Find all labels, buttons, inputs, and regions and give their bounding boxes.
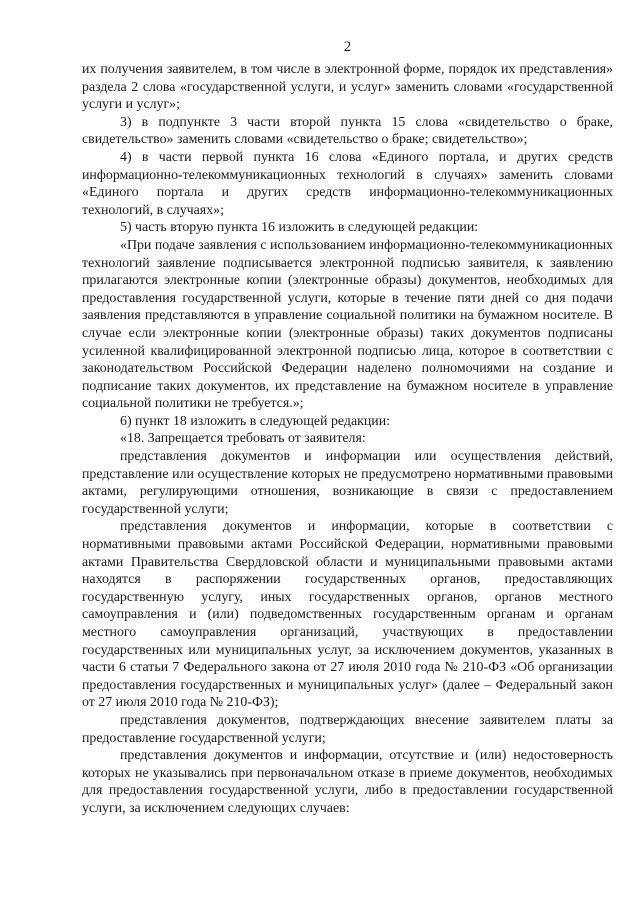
paragraph-item-5: 5) часть вторую пункта 16 изложить в следующей редакции:: [120, 220, 479, 236]
paragraph-item-6: 6) пункт 18 изложить в следующей редакции:: [120, 413, 391, 429]
paragraph-item-4: 4) в части первой пункта 16 слова «Единого портала, и других средств информационно-телекоммуникационных технологий в случаях» заменить словами «Единого портала и других средств информационно-телекоммуникационных технологий, в случаях»;: [82, 149, 613, 218]
paragraph-prohibition-4: представления документов и информации, отсутствие и (или) недостоверность которых не указывались при первоначальном отказе в приеме документов, необходимых для предоставления государственной услуги, либо в предоставлении государственной услуги, за исключением следующих случаев:: [82, 748, 613, 816]
paragraph-quote-electronic-submission: «При подаче заявления с использованием информационно-телекоммуникационных технологий заявление подписывается электронной подписью заявителя, к заявлению прилагаются электронные копии (электронные образы) документов, необходимых для предоставления государственной услуги, которые в течение пяти дней со дня подачи заявления представляются в управление социальной политики на бумажном носителе. В случае если электронные копии (электронные образы) таких документов подписаны усиленной квалифицированной электронной подписью лица, которое в соответствии с законодательством Российской Федерации наделено полномочиями на создание и подписание таких документов, их представление на бумажном носителе в управление социальной политики не требуется.»;: [82, 237, 614, 412]
paragraph-point-18: «18. Запрещается требовать от заявителя:: [120, 431, 366, 447]
paragraph-continuation: их получения заявителем, в том числе в электронной форме, порядок их представления» раздела 2 слова «государственной услуги, и услуг» заменить словами «государственной услуги и услуг»;: [82, 62, 613, 113]
paragraph-prohibition-2: представления документов и информации, которые в соответствии с нормативными правовыми актами Российской Федерации, нормативными правовыми актами Правительства Свердловской области и муниципальными правовыми актами находятся в распоряжении государственных органов, предоставляющих государственную услугу, иных государственных органов, органов местного самоуправления и (или) подведомственных государственным органам и органам местного самоуправления организаций, участвующих в предоставлении государственных или муниципальных услуг, за исключением документов, указанных в части 6 статьи 7 Федерального закона от 27 июля 2010 года № 210-ФЗ «Об организации предоставления государственных и муниципальных услуг» (далее – Федеральный закон от 27 июля 2010 года № 210-ФЗ);: [82, 519, 613, 711]
paragraph-prohibition-3: представления документов, подтверждающих внесение заявителем платы за предоставление государственной услуги;: [82, 712, 613, 746]
page-number: 2: [343, 39, 352, 55]
paragraph-item-3: 3) в подпункте 3 части второй пункта 15 слова «свидетельство о браке, свидетельство» заменить словами «свидетельство о браке; свидетельство»;: [82, 114, 613, 148]
paragraph-prohibition-1: представления документов и информации или осуществления действий, представление или осуществление которых не предусмотрено нормативными правовыми актами, регулирующими отношения, возникающие в связи с предоставлением государственной услуги;: [82, 449, 613, 517]
